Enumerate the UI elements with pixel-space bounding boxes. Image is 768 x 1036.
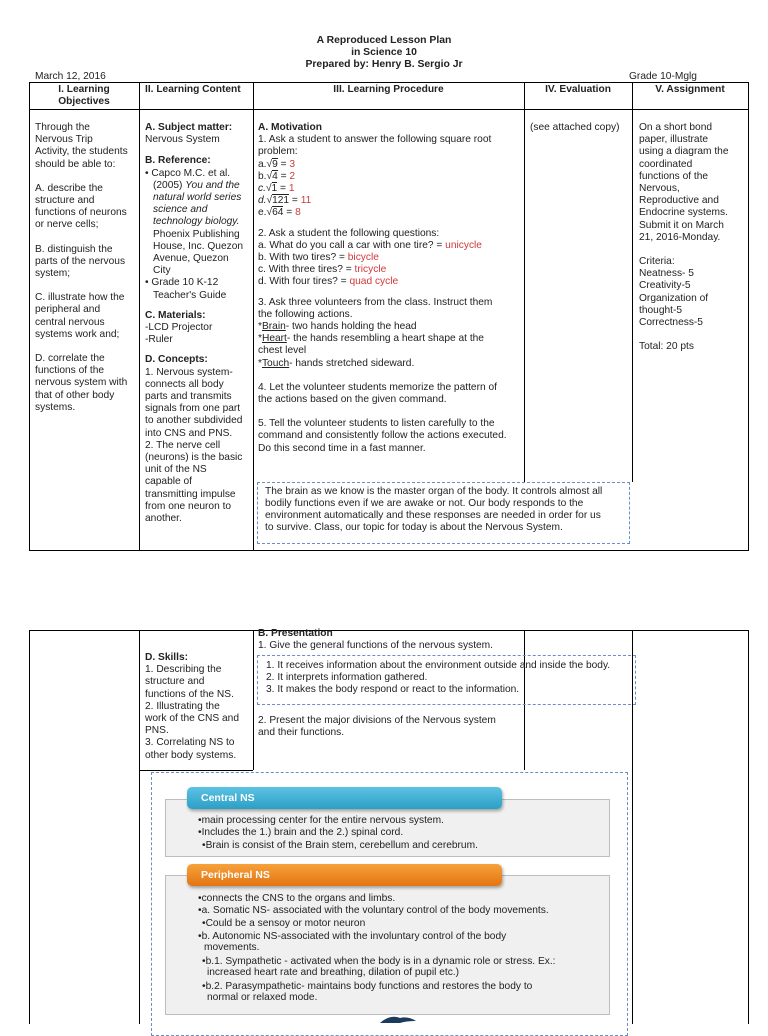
concept-line: another.: [145, 513, 182, 525]
skill-line: other body systems.: [145, 749, 237, 761]
question-3-line: the following actions.: [258, 308, 353, 320]
concept-line: into CNS and PNS.: [145, 427, 233, 439]
sqrt-problem: e.√64 = 8: [258, 207, 301, 219]
assignment-line: Reproductive and: [639, 195, 719, 207]
function-item: 1. It receives information about the environment outside and inside the body.: [266, 660, 611, 671]
skills-column: [145, 652, 239, 762]
objective-b-line: B. distinguish the: [35, 243, 113, 255]
objective-d-line: systems.: [35, 401, 76, 413]
bullet-icon: •: [145, 277, 152, 289]
skill-line: structure and: [145, 676, 205, 688]
assignment-line: 21, 2016-Monday.: [639, 231, 721, 243]
bullet-icon: •: [145, 167, 152, 179]
pns-item: normal or relaxed mode.: [207, 992, 318, 1003]
content-column: [145, 122, 243, 525]
criteria-line: Neatness- 5: [639, 268, 694, 280]
objective-d-line: functions of the: [35, 365, 105, 377]
objectives-column: [35, 122, 128, 414]
col-header-objectives-2: Objectives: [58, 96, 110, 107]
sqrt-problem: a.√9 = 3: [258, 158, 296, 170]
material-item: -LCD Projector: [145, 322, 213, 334]
concept-line: capable of: [145, 476, 193, 488]
assignment-line: using a diagram the: [639, 146, 729, 158]
skill-line: functions of the NS.: [145, 688, 234, 700]
concept-line: (neurons) is the basic: [145, 452, 243, 464]
objective-d-line: nervous system with: [35, 377, 128, 389]
objective-b-line: parts of the nervous: [35, 255, 126, 267]
presentation-step-2-line: 2. Present the major divisions of the Nervous system: [258, 715, 496, 726]
reference-1-line: natural world series: [153, 192, 242, 204]
intro-box-line: to survive. Class, our topic for today is about the Nervous System.: [265, 522, 563, 533]
objective-a-line: or nerve cells;: [35, 219, 99, 231]
criteria-line: Creativity-5: [639, 280, 691, 292]
cns-item: •main processing center for the entire nervous system.: [198, 815, 444, 826]
question-1-line: 1. Ask a student to answer the following square root: [258, 134, 492, 146]
objective-a-line: A. describe the: [35, 182, 103, 194]
function-item: 3. It makes the body respond or react to the information.: [266, 684, 520, 695]
procedure-column: [258, 122, 507, 455]
objectives-intro-line: Nervous Trip: [35, 134, 93, 146]
subject-heading: A. Subject matter:: [145, 122, 233, 133]
riddle-item: a. What do you call a car with one tire? = unicycle: [258, 239, 482, 251]
reference-2-line: • Grade 10 K-12: [145, 277, 219, 289]
reference-1-line: technology biology.: [153, 216, 240, 228]
criteria-line: thought-5: [639, 304, 683, 316]
assignment-line: Endocrine systems.: [639, 207, 728, 219]
concept-line: transmitting impulse: [145, 488, 236, 500]
assignment-line: coordinated: [639, 158, 693, 170]
skill-line: 2. Illustrating the: [145, 700, 220, 712]
reference-2-line: Teacher's Guide: [153, 289, 227, 301]
heart-action: *Heart- the hands resembling a heart shape at the: [258, 333, 484, 345]
presentation-step-2-line: and their functions.: [258, 727, 345, 739]
assignment-line: Nervous,: [639, 183, 680, 195]
sqrt-problem: b.√4 = 2: [258, 170, 296, 182]
reference-1-line: Phoenix Publishing: [153, 228, 240, 240]
concept-line: from one neuron to: [145, 500, 232, 512]
brain-action: *Brain- two hands holding the head: [258, 321, 417, 333]
criteria-line: Organization of: [639, 292, 709, 304]
concept-line: 1. Nervous system-: [145, 366, 233, 378]
reference-1-line: House, Inc. Quezon: [153, 240, 244, 252]
question-4-line: the actions based on the given command.: [258, 394, 447, 406]
grade-label: Grade 10-Mglg: [629, 71, 697, 82]
total-points: Total: 20 pts: [639, 341, 694, 353]
criteria-line: Correctness-5: [639, 317, 703, 329]
title-line-1: A Reproduced Lesson Plan: [316, 35, 452, 46]
evaluation-text: (see attached copy): [530, 122, 620, 133]
pns-title: Peripheral NS: [187, 864, 502, 886]
assignment-line: Submit it on March: [639, 219, 724, 231]
function-item: 2. It interprets information gathered.: [266, 672, 428, 683]
question-5-line: command and consistently follow the actions executed.: [258, 430, 507, 442]
col-header-evaluation: IV. Evaluation: [545, 84, 611, 95]
intro-topic-box: [257, 482, 630, 544]
skill-line: work of the CNS and: [145, 713, 239, 725]
objective-b-line: system;: [35, 268, 71, 280]
skill-line: 1. Describing the: [145, 664, 222, 676]
concept-line: unit of the NS: [145, 464, 207, 476]
sqrt-problem: d.√121 = 11: [258, 195, 312, 207]
pns-item: •b.1. Sympathetic - activated when the body is in a dynamic role or stress. Ex.:: [202, 956, 556, 967]
question-2: 2. Ask a student the following questions:: [258, 227, 440, 239]
col-header-assignment: V. Assignment: [655, 84, 725, 95]
assignment-column: [639, 122, 728, 353]
presentation-section: [258, 628, 493, 652]
title-line-3: Prepared by: Henry B. Sergio Jr: [305, 59, 463, 70]
pns-item: movements.: [204, 942, 260, 953]
skills-heading: D. Skills:: [145, 652, 189, 663]
col-header-objectives-1: I. Learning: [58, 84, 110, 95]
reference-1-line: City: [153, 265, 171, 277]
reference-1-line: • Capco M.C. et al.: [145, 167, 231, 179]
objective-c-line: C. illustrate how the: [35, 292, 125, 304]
material-item: -Ruler: [145, 334, 173, 346]
reference-1-line: science and: [153, 204, 208, 216]
objective-d-line: that of other body: [35, 389, 115, 401]
concepts-heading: D. Concepts:: [145, 354, 208, 366]
objectives-intro-line: Through the: [35, 122, 90, 133]
riddle-item: b. With two tires? = bicycle: [258, 252, 379, 264]
objectives-intro-line: should be able to:: [35, 158, 116, 170]
pns-item: •Could be a sensoy or motor neuron: [202, 918, 366, 929]
concept-line: parts and transmits: [145, 391, 232, 403]
question-3-line: 3. Ask three volunteers from the class. Instruct them: [258, 296, 493, 308]
objective-a-line: functions of neurons: [35, 207, 127, 219]
touch-action: *Touch- hands stretched sideward.: [258, 357, 415, 369]
reference-1-line: (2005) You and the: [153, 179, 240, 191]
objective-d-line: D. correlate the: [35, 353, 105, 365]
intro-box-line: The brain as we know is the master organ of the body. It controls almost all: [265, 486, 603, 497]
pns-item: •b.2. Parasympathetic- maintains body functions and restores the body to: [202, 981, 533, 992]
sqrt-problem: c.√1 = 1: [258, 183, 295, 195]
pns-item: •a. Somatic NS- associated with the voluntary control of the body movements.: [198, 905, 549, 916]
bird-illustration-icon: [378, 1014, 418, 1024]
functions-box: [257, 655, 636, 705]
assignment-line: functions of the: [639, 170, 709, 182]
heart-action-cont: chest level: [258, 345, 307, 357]
presentation-heading: B. Presentation: [258, 628, 333, 639]
presentation-step-2: [258, 715, 496, 739]
concept-line: to another subdivided: [145, 415, 243, 427]
cns-item: •Includes the 1.) brain and the 2.) spinal cord.: [198, 827, 404, 838]
question-4-line: 4. Let the volunteer students memorize the pattern of: [258, 381, 497, 393]
assignment-line: On a short bond: [639, 122, 713, 133]
riddle-item: d. With four tires? = quad cycle: [258, 276, 399, 288]
title-line-2: in Science 10: [351, 47, 417, 58]
pns-item: •connects the CNS to the organs and limbs.: [198, 893, 396, 904]
pns-item: •b. Autonomic NS-associated with the involuntary control of the body: [198, 931, 507, 942]
presentation-step-1: 1. Give the general functions of the nervous system.: [258, 640, 494, 652]
cns-title: Central NS: [187, 787, 502, 809]
concept-line: connects all body: [145, 378, 224, 390]
question-1-line: problem:: [258, 146, 298, 158]
pns-panel: [165, 875, 610, 1015]
reference-1-line: Avenue, Quezon: [153, 253, 229, 265]
concept-line: signals from one part: [145, 403, 241, 415]
subject-value: Nervous System: [145, 134, 220, 146]
objective-a-line: structure and: [35, 195, 95, 207]
riddle-item: c. With three tires? = tricycle: [258, 264, 387, 276]
criteria-line: Criteria:: [639, 256, 675, 268]
pns-item: increased heart rate and breathing, dilation of pupil etc.): [207, 967, 460, 978]
intro-box-line: environment automatically and these responses are needed in order for us: [265, 510, 601, 521]
objectives-intro-line: Activity, the students: [35, 146, 128, 158]
col-header-content: II. Learning Content: [145, 84, 241, 95]
intro-box-line: bodily functions even if we are awake or not. Our body responds to the: [265, 498, 584, 509]
cns-item: •Brain is consist of the Brain stem, cerebellum and cerebrum.: [202, 840, 478, 851]
motivation-heading: A. Motivation: [258, 122, 322, 133]
objective-c-line: systems work and;: [35, 328, 120, 340]
assignment-line: paper, illustrate: [639, 134, 709, 146]
question-5-line: Do this second time in a fast manner.: [258, 442, 426, 454]
objective-c-line: central nervous: [35, 316, 105, 328]
reference-heading: B. Reference:: [145, 155, 211, 167]
materials-heading: C. Materials:: [145, 309, 206, 321]
concept-line: 2. The nerve cell: [145, 439, 221, 451]
col-header-procedure: III. Learning Procedure: [333, 84, 444, 95]
objective-c-line: peripheral and: [35, 304, 101, 316]
skill-line: PNS.: [145, 725, 169, 737]
skill-line: 3. Correlating NS to: [145, 737, 235, 749]
question-5-line: 5. Tell the volunteer students to listen carefully to the: [258, 418, 495, 430]
date-label: March 12, 2016: [35, 71, 106, 82]
